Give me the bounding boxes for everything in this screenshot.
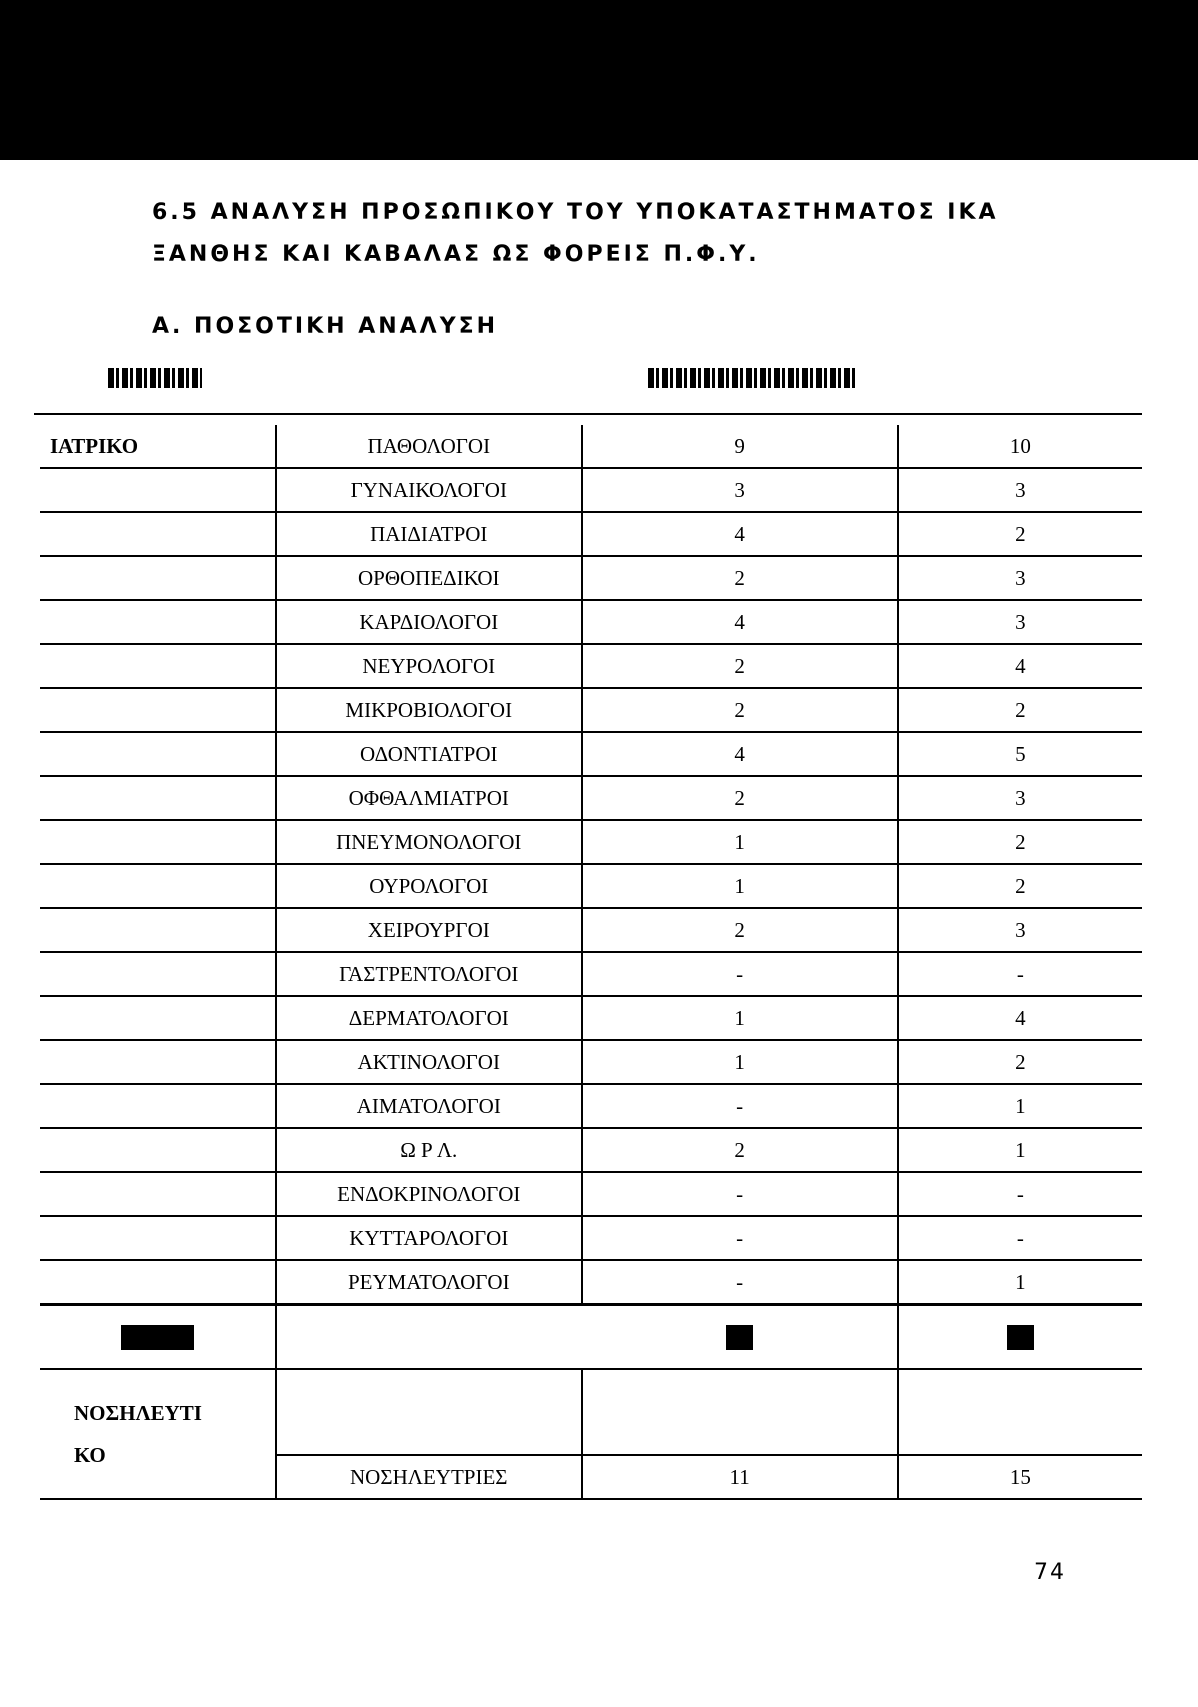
specialty-cell: ΝΕΥΡΟΛΟΓΟΙ bbox=[276, 644, 582, 688]
xanthi-count-cell: 1 bbox=[582, 996, 898, 1040]
kavala-count-cell: 3 bbox=[898, 468, 1142, 512]
heading-line-1: 6.5 ΑΝΑΛΥΣΗ ΠΡΟΣΩΠΙΚΟΥ ΤΟΥ ΥΠΟΚΑΤΑΣΤΗΜΑΤΟΣ ΙΚΑ bbox=[152, 200, 999, 225]
specialty-cell: ΡΕΥΜΑΤΟΛΟΓΟΙ bbox=[276, 1260, 582, 1305]
table-row bbox=[40, 644, 1142, 688]
category-blank-cell bbox=[40, 600, 276, 644]
nursing-category-label bbox=[40, 1369, 276, 1499]
kavala-count-cell: - bbox=[898, 952, 1142, 996]
specialty-cell: ΟΔΟΝΤΙΑΤΡΟΙ bbox=[276, 732, 582, 776]
specialty-cell: ΚΑΡΔΙΟΛΟΓΟΙ bbox=[276, 600, 582, 644]
kavala-count-cell: 1 bbox=[898, 1260, 1142, 1305]
xanthi-count-cell: - bbox=[582, 1172, 898, 1216]
category-blank-cell bbox=[40, 952, 276, 996]
xanthi-count-cell: 4 bbox=[582, 512, 898, 556]
category-blank-cell bbox=[40, 820, 276, 864]
kavala-count-cell: 5 bbox=[898, 732, 1142, 776]
table-row bbox=[40, 425, 1142, 468]
xanthi-count-cell: 2 bbox=[582, 908, 898, 952]
category-blank-cell bbox=[40, 1260, 276, 1305]
kavala-count-cell: 2 bbox=[898, 512, 1142, 556]
table-row bbox=[40, 952, 1142, 996]
specialty-cell: ΜΙΚΡΟΒΙΟΛΟΓΟΙ bbox=[276, 688, 582, 732]
specialty-cell: ΠΝΕΥΜΟΝΟΛΟΓΟΙ bbox=[276, 820, 582, 864]
category-blank-cell bbox=[40, 732, 276, 776]
xanthi-count-cell: - bbox=[582, 1084, 898, 1128]
xanthi-count-cell: - bbox=[582, 1216, 898, 1260]
specialty-cell: Ω Ρ Λ. bbox=[276, 1128, 582, 1172]
table-row bbox=[40, 1040, 1142, 1084]
table-row bbox=[40, 996, 1142, 1040]
xanthi-count-cell: 3 bbox=[582, 468, 898, 512]
category-blank-cell bbox=[40, 688, 276, 732]
table-row bbox=[40, 908, 1142, 952]
xanthi-count-cell: 2 bbox=[582, 688, 898, 732]
xanthi-count-cell: - bbox=[582, 952, 898, 996]
table-row bbox=[40, 468, 1142, 512]
table-row bbox=[40, 776, 1142, 820]
table-row bbox=[40, 1128, 1142, 1172]
nursing-category-line-1: ΝΟΣΗΛΕΥΤΙ bbox=[74, 1401, 202, 1425]
kavala-count-cell: 3 bbox=[898, 908, 1142, 952]
category-blank-cell bbox=[40, 908, 276, 952]
xanthi-count-cell: 1 bbox=[582, 864, 898, 908]
kavala-count-cell: 1 bbox=[898, 1128, 1142, 1172]
subsection-heading: Α. ΠΟΣΟΤΙΚΗ ΑΝΑΛΥΣΗ bbox=[152, 314, 499, 339]
category-blank-cell bbox=[40, 864, 276, 908]
medical-total-row bbox=[40, 1305, 1142, 1370]
kavala-count-cell: - bbox=[898, 1172, 1142, 1216]
kavala-count-cell: 1 bbox=[898, 1084, 1142, 1128]
kavala-count-cell: 4 bbox=[898, 644, 1142, 688]
xanthi-count-cell: 2 bbox=[582, 644, 898, 688]
kavala-count-cell: - bbox=[898, 1216, 1142, 1260]
table-row bbox=[40, 820, 1142, 864]
specialty-cell: ΠΑΘΟΛΟΓΟΙ bbox=[276, 425, 582, 468]
nursing-category-line-2: ΚΟ bbox=[74, 1443, 106, 1467]
medical-staff-section bbox=[40, 425, 1142, 1305]
category-blank-cell bbox=[40, 996, 276, 1040]
table-row bbox=[40, 556, 1142, 600]
specialty-cell: ΟΥΡΟΛΟΓΟΙ bbox=[276, 864, 582, 908]
kavala-total-illegible: ▬ bbox=[898, 1305, 1142, 1370]
xanthi-count-cell: 4 bbox=[582, 732, 898, 776]
blank-cell bbox=[582, 1369, 898, 1455]
kavala-count-cell: 4 bbox=[898, 996, 1142, 1040]
kavala-count-cell: 2 bbox=[898, 864, 1142, 908]
table-top-rule bbox=[34, 413, 1142, 415]
table-row bbox=[40, 1216, 1142, 1260]
nursing-category-row bbox=[40, 1369, 1142, 1455]
kavala-count-cell: 3 bbox=[898, 776, 1142, 820]
illegible-header-fragment bbox=[108, 368, 202, 388]
page-number: 74 bbox=[1034, 1560, 1066, 1585]
category-blank-cell bbox=[40, 1216, 276, 1260]
category-blank-cell bbox=[40, 468, 276, 512]
xanthi-count-cell: 4 bbox=[582, 600, 898, 644]
nursing-staff-section bbox=[40, 1369, 1142, 1499]
xanthi-count-cell: - bbox=[582, 1260, 898, 1305]
xanthi-count-cell: 2 bbox=[582, 776, 898, 820]
table-row bbox=[40, 512, 1142, 556]
kavala-count-cell: 2 bbox=[898, 1040, 1142, 1084]
specialty-cell: ΝΟΣΗΛΕΥΤΡΙΕΣ bbox=[276, 1455, 582, 1499]
specialty-cell: ΓΑΣΤΡΕΝΤΟΛΟΓΟΙ bbox=[276, 952, 582, 996]
specialty-cell: ΔΕΡΜΑΤΟΛΟΓΟΙ bbox=[276, 996, 582, 1040]
category-blank-cell bbox=[40, 1040, 276, 1084]
category-blank-cell bbox=[40, 1128, 276, 1172]
specialty-cell: ΕΝΔΟΚΡΙΝΟΛΟΓΟΙ bbox=[276, 1172, 582, 1216]
medical-total-section bbox=[40, 1305, 1142, 1370]
specialty-cell: ΠΑΙΔΙΑΤΡΟΙ bbox=[276, 512, 582, 556]
xanthi-count-cell: 1 bbox=[582, 1040, 898, 1084]
kavala-count-cell: 3 bbox=[898, 556, 1142, 600]
kavala-count-cell: 2 bbox=[898, 820, 1142, 864]
blank-cell bbox=[898, 1369, 1142, 1455]
heading-line-2: ΞΑΝΘΗΣ ΚΑΙ ΚΑΒΑΛΑΣ ΩΣ ΦΟΡΕΙΣ Π.Φ.Υ. bbox=[152, 242, 760, 267]
table-row bbox=[40, 1172, 1142, 1216]
category-blank-cell bbox=[40, 644, 276, 688]
table-row bbox=[40, 688, 1142, 732]
xanthi-count-cell: 9 bbox=[582, 425, 898, 468]
category-blank-cell bbox=[40, 512, 276, 556]
table-row bbox=[40, 864, 1142, 908]
illegible-column-header bbox=[648, 368, 856, 388]
xanthi-total-illegible: ▬ bbox=[582, 1305, 898, 1370]
table-row bbox=[40, 600, 1142, 644]
category-blank-cell bbox=[40, 1172, 276, 1216]
category-blank-cell bbox=[40, 776, 276, 820]
specialty-cell: ΧΕΙΡΟΥΡΓΟΙ bbox=[276, 908, 582, 952]
category-blank-cell bbox=[40, 556, 276, 600]
medical-category-label: ΙΑΤΡΙΚΟ bbox=[40, 425, 276, 468]
specialty-cell: ΟΦΘΑΛΜΙΑΤΡΟΙ bbox=[276, 776, 582, 820]
specialty-cell: ΟΡΘΟΠΕΔΙΚΟΙ bbox=[276, 556, 582, 600]
specialty-cell: ΓΥΝΑΙΚΟΛΟΓΟΙ bbox=[276, 468, 582, 512]
kavala-count-cell: 3 bbox=[898, 600, 1142, 644]
table-row bbox=[40, 1260, 1142, 1305]
category-blank-cell bbox=[40, 1084, 276, 1128]
xanthi-count-cell: 11 bbox=[582, 1455, 898, 1499]
total-blank-cell bbox=[276, 1305, 582, 1370]
xanthi-count-cell: 2 bbox=[582, 1128, 898, 1172]
table-row bbox=[40, 732, 1142, 776]
xanthi-count-cell: 2 bbox=[582, 556, 898, 600]
staff-table bbox=[40, 425, 1142, 1500]
kavala-count-cell: 10 bbox=[898, 425, 1142, 468]
kavala-count-cell: 2 bbox=[898, 688, 1142, 732]
section-heading bbox=[152, 192, 1112, 276]
kavala-count-cell: 15 bbox=[898, 1455, 1142, 1499]
total-label-illegible: ▬▬▬ bbox=[40, 1305, 276, 1370]
specialty-cell: ΑΙΜΑΤΟΛΟΓΟΙ bbox=[276, 1084, 582, 1128]
blank-cell bbox=[276, 1369, 582, 1455]
specialty-cell: ΑΚΤΙΝΟΛΟΓΟΙ bbox=[276, 1040, 582, 1084]
table-row bbox=[40, 1084, 1142, 1128]
xanthi-count-cell: 1 bbox=[582, 820, 898, 864]
specialty-cell: ΚΥΤΤΑΡΟΛΟΓΟΙ bbox=[276, 1216, 582, 1260]
